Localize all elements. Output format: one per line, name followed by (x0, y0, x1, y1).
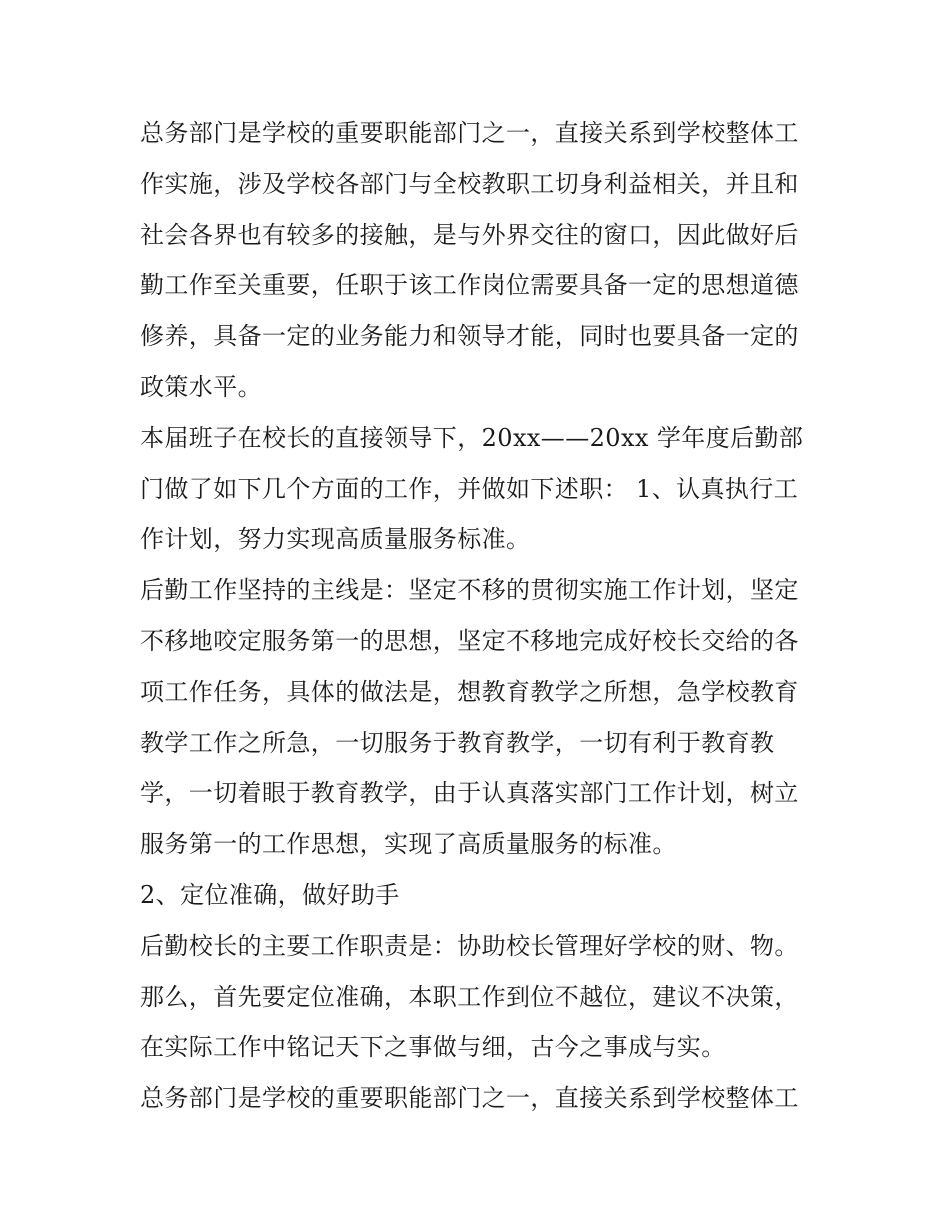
document-body (140, 108, 820, 1124)
text-line: 门做了如下几个方面的工作，并做如下述职： 1、认真执行工 (140, 474, 799, 503)
text-line: 2、定位准确，做好助手 (140, 880, 400, 909)
text-line: 学，一切着眼于教育教学，由于认真落实部门工作计划，树立 (140, 779, 799, 808)
text-line: 项工作任务，具体的做法是，想教育教学之所想，急学校教育 (140, 677, 799, 706)
text-line: 作实施，涉及学校各部门与全校教职工切身利益相关，并且和 (140, 169, 799, 198)
text-line: 社会各界也有较多的接触，是与外界交往的窗口，因此做好后 (140, 220, 799, 249)
text-line: 教学工作之所急，一切服务于教育教学，一切有利于教育教 (140, 728, 775, 757)
text-line: 后勤校长的主要工作职责是：协助校长管理好学校的财、物。 (140, 931, 799, 960)
text-line: 本届班子在校长的直接领导下，20xx——20xx 学年度后勤部 (140, 423, 804, 452)
text-line: 总务部门是学校的重要职能部门之一，直接关系到学校整体工 (140, 119, 799, 147)
text-line: 作计划，努力实现高质量服务标准。 (140, 525, 531, 554)
text-line: 服务第一的工作思想，实现了高质量服务的标准。 (140, 830, 677, 859)
text-line: 政策水平。 (140, 372, 262, 401)
text-line: 在实际工作中铭记天下之事做与细，古今之事成与实。 (140, 1033, 726, 1062)
text-line: 不移地咬定服务第一的思想，坚定不移地完成好校长交给的各 (140, 626, 799, 655)
text-line: 勤工作至关重要，任职于该工作岗位需要具备一定的思想道德 (140, 271, 799, 300)
text-line: 修养，具备一定的业务能力和领导才能，同时也要具备一定的 (140, 322, 799, 351)
text-line: 总务部门是学校的重要职能部门之一，直接关系到学校整体工 (140, 1084, 799, 1113)
text-line: 那么，首先要定位准确，本职工作到位不越位，建议不决策， (140, 982, 799, 1011)
text-line: 后勤工作坚持的主线是：坚定不移的贯彻实施工作计划，坚定 (140, 576, 799, 605)
